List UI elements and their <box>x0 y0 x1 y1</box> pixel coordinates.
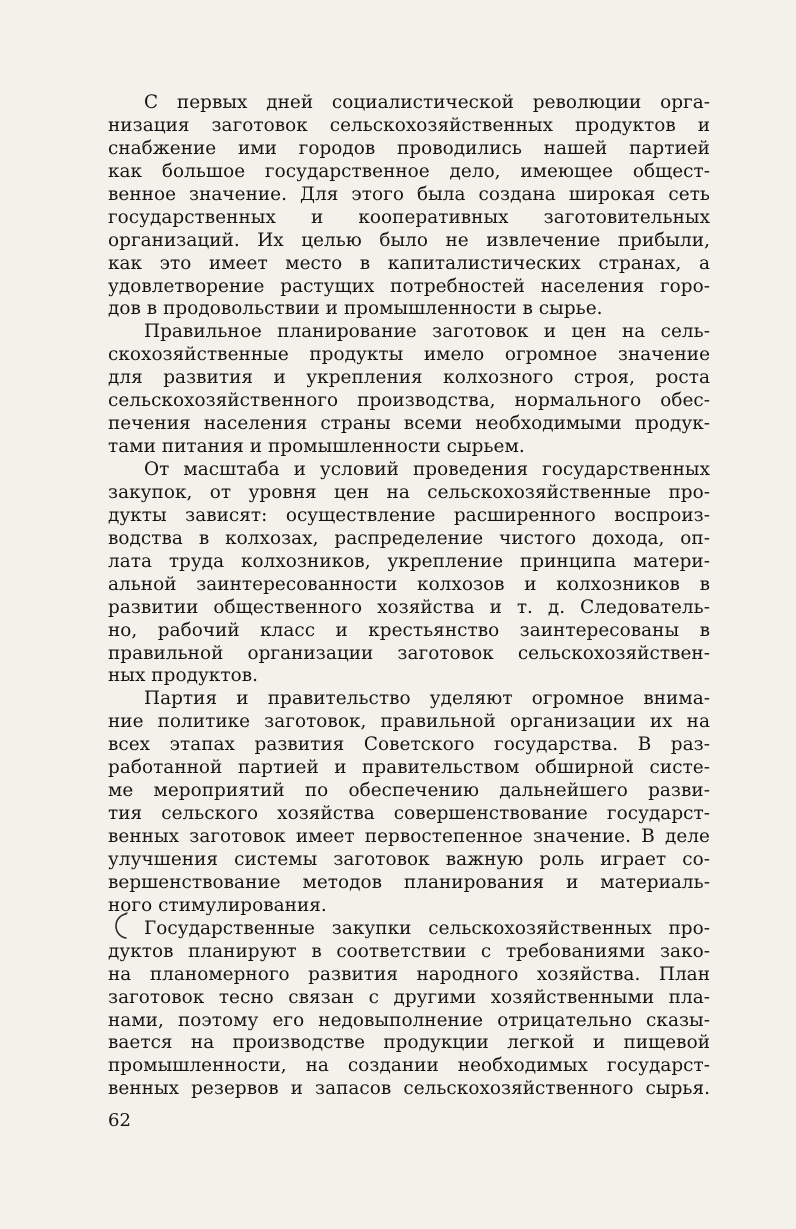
text-line: ние политике заготовок, правильной организации их на <box>108 711 710 733</box>
text-line: организаций. Их целью было не извлечение прибыли, <box>108 229 710 251</box>
text-line: развитии общественного хозяйства и т. д. Следователь- <box>108 596 710 618</box>
text-line: государственных и кооперативных заготовительных <box>108 206 710 228</box>
text-line: работанной партией и правительством обширной систе- <box>108 757 710 779</box>
paragraph-2 <box>108 321 710 459</box>
text-line: тами питания и промышленности сырьем. <box>108 436 525 458</box>
text-line: венное значение. Для этого была создана широкая сеть <box>108 183 710 205</box>
text-line: промышленности, на создании необходимых государст- <box>108 1055 710 1077</box>
paragraph-1 <box>108 92 710 321</box>
text-line: как большое государственное дело, имеющее общест- <box>108 160 710 182</box>
text-line: улучшения системы заготовок важную роль играет со- <box>108 848 710 870</box>
pencil-mark-icon <box>114 912 128 940</box>
text-line: вершенствование методов планирования и материаль- <box>108 871 710 893</box>
paragraph-5 <box>108 918 710 1102</box>
text-line: ного стимулирования. <box>108 894 327 916</box>
paragraph-4 <box>108 688 710 917</box>
text-line: заготовок тесно связан с другими хозяйственными пла- <box>108 986 710 1008</box>
text-line: удовлетворение растущих потребностей населения горо- <box>108 275 710 297</box>
text-line: Партия и правительство уделяют огромное внима- <box>144 688 710 710</box>
text-line: дукты зависят: осуществление расширенного воспроиз- <box>108 504 710 526</box>
text-line: Государственные закупки сельскохозяйственных про- <box>144 917 710 939</box>
text-line: всех этапах развития Советского государства. В раз- <box>108 734 710 756</box>
text-line: на планомерного развития народного хозяйства. План <box>108 963 710 985</box>
text-line: как это имеет место в капиталистических странах, а <box>108 252 710 274</box>
text-line: правильной организации заготовок сельскохозяйствен- <box>108 642 710 664</box>
text-line: дов в продовольствии и промышленности в сырье. <box>108 298 603 320</box>
text-line: скохозяйственные продукты имело огромное значение <box>108 344 710 366</box>
text-line: С первых дней социалистической революции орга- <box>144 92 710 113</box>
text-line: снабжение ими городов проводились нашей партией <box>108 137 710 159</box>
text-line: вается на производстве продукции легкой и пищевой <box>108 1032 710 1054</box>
text-line: ме мероприятий по обеспечению дальнейшего разви- <box>108 780 710 802</box>
text-line: лата труда колхозников, укрепление принципа матери- <box>108 550 710 572</box>
text-line: печения населения страны всеми необходимыми продук- <box>108 413 710 435</box>
text-line: сельскохозяйственного производства, нормального обес- <box>108 390 710 412</box>
text-line: От масштаба и условий проведения государственных <box>144 459 710 480</box>
text-line: водства в колхозах, распределение чистого дохода, оп- <box>108 527 710 549</box>
text-line: но, рабочий класс и крестьянство заинтересованы в <box>108 619 710 641</box>
page-number: 62 <box>108 1110 131 1131</box>
text-line: альной заинтересованности колхозов и колхозников в <box>108 573 710 595</box>
text-line: нами, поэтому его недовыполнение отрицательно сказы- <box>108 1009 710 1031</box>
text-line: венных заготовок имеет первостепенное значение. В деле <box>108 826 710 847</box>
text-line: тия сельского хозяйства совершенствование государст- <box>108 803 710 825</box>
text-line: для развития и укрепления колхозного строя, роста <box>108 367 710 389</box>
body-text <box>108 92 710 1101</box>
text-line: Правильное планирование заготовок и цен на сель- <box>144 321 710 343</box>
text-line: закупок, от уровня цен на сельскохозяйственные про- <box>108 481 710 503</box>
paragraph-3 <box>108 459 710 688</box>
text-line: низация заготовок сельскохозяйственных продуктов и <box>108 114 710 136</box>
text-line: дуктов планируют в соответствии с требованиями зако- <box>108 940 710 962</box>
text-line: венных резервов и запасов сельскохозяйственного сырья. <box>108 1078 710 1100</box>
text-line: ных продуктов. <box>108 665 258 687</box>
